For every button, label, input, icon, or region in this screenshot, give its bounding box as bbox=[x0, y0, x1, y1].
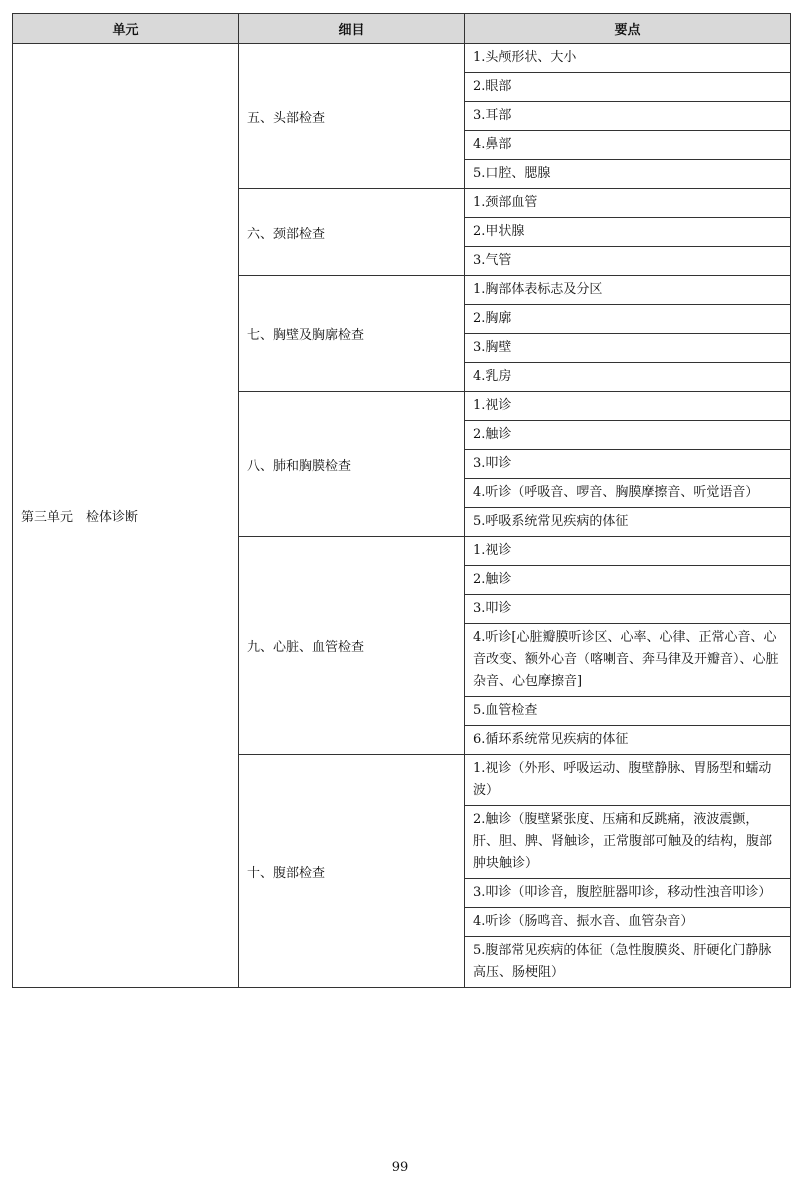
section-title-cell: 八、肺和胸膜检查 bbox=[239, 392, 465, 537]
point-cell: 1.头颅形状、大小 bbox=[465, 44, 791, 73]
table-body bbox=[13, 44, 791, 988]
point-cell: 3.气管 bbox=[465, 247, 791, 276]
point-cell: 1.颈部血管 bbox=[465, 189, 791, 218]
point-cell: 5.腹部常见疾病的体征（急性腹膜炎、肝硬化门静脉高压、肠梗阻） bbox=[465, 937, 791, 988]
point-cell: 3.叩诊 bbox=[465, 595, 791, 624]
header-item: 细目 bbox=[239, 14, 465, 44]
section-title-cell: 六、颈部检查 bbox=[239, 189, 465, 276]
point-cell: 1.胸部体表标志及分区 bbox=[465, 276, 791, 305]
page-number: 99 bbox=[391, 1160, 409, 1175]
header-points: 要点 bbox=[465, 14, 791, 44]
point-cell: 3.叩诊（叩诊音，腹腔脏器叩诊，移动性浊音叩诊） bbox=[465, 879, 791, 908]
point-cell: 3.胸壁 bbox=[465, 334, 791, 363]
point-cell: 5.血管检查 bbox=[465, 697, 791, 726]
section-title-cell: 七、胸壁及胸廓检查 bbox=[239, 276, 465, 392]
point-cell: 3.耳部 bbox=[465, 102, 791, 131]
point-cell: 2.甲状腺 bbox=[465, 218, 791, 247]
section-title-cell: 九、心脏、血管检查 bbox=[239, 537, 465, 755]
point-cell: 4.听诊[心脏瓣膜听诊区、心率、心律、正常心音、心音改变、额外心音（喀喇音、奔马律及开瓣音）、心脏杂音、心包摩擦音] bbox=[465, 624, 791, 697]
point-cell: 1.视诊 bbox=[465, 537, 791, 566]
point-cell: 5.口腔、腮腺 bbox=[465, 160, 791, 189]
section-title-cell: 五、头部检查 bbox=[239, 44, 465, 189]
header-unit: 单元 bbox=[13, 14, 239, 44]
point-cell: 4.乳房 bbox=[465, 363, 791, 392]
table-row bbox=[13, 44, 791, 73]
point-cell: 2.眼部 bbox=[465, 73, 791, 102]
header-row bbox=[13, 14, 791, 44]
point-cell: 4.鼻部 bbox=[465, 131, 791, 160]
syllabus-table bbox=[12, 13, 791, 988]
point-cell: 3.叩诊 bbox=[465, 450, 791, 479]
point-cell: 2.触诊 bbox=[465, 421, 791, 450]
point-cell: 4.听诊（肠鸣音、振水音、血管杂音） bbox=[465, 908, 791, 937]
point-cell: 2.触诊（腹壁紧张度、压痛和反跳痛，液波震颤，肝、胆、脾、肾触诊，正常腹部可触及的结构，腹部肿块触诊） bbox=[465, 806, 791, 879]
point-cell: 1.视诊 bbox=[465, 392, 791, 421]
section-title-cell: 十、腹部检查 bbox=[239, 755, 465, 988]
point-cell: 2.触诊 bbox=[465, 566, 791, 595]
unit-cell: 第三单元 检体诊断 bbox=[13, 44, 239, 988]
point-cell: 4.听诊（呼吸音、啰音、胸膜摩擦音、听觉语音） bbox=[465, 479, 791, 508]
point-cell: 2.胸廓 bbox=[465, 305, 791, 334]
point-cell: 5.呼吸系统常见疾病的体征 bbox=[465, 508, 791, 537]
point-cell: 1.视诊（外形、呼吸运动、腹壁静脉、胃肠型和蠕动波） bbox=[465, 755, 791, 806]
point-cell: 6.循环系统常见疾病的体征 bbox=[465, 726, 791, 755]
